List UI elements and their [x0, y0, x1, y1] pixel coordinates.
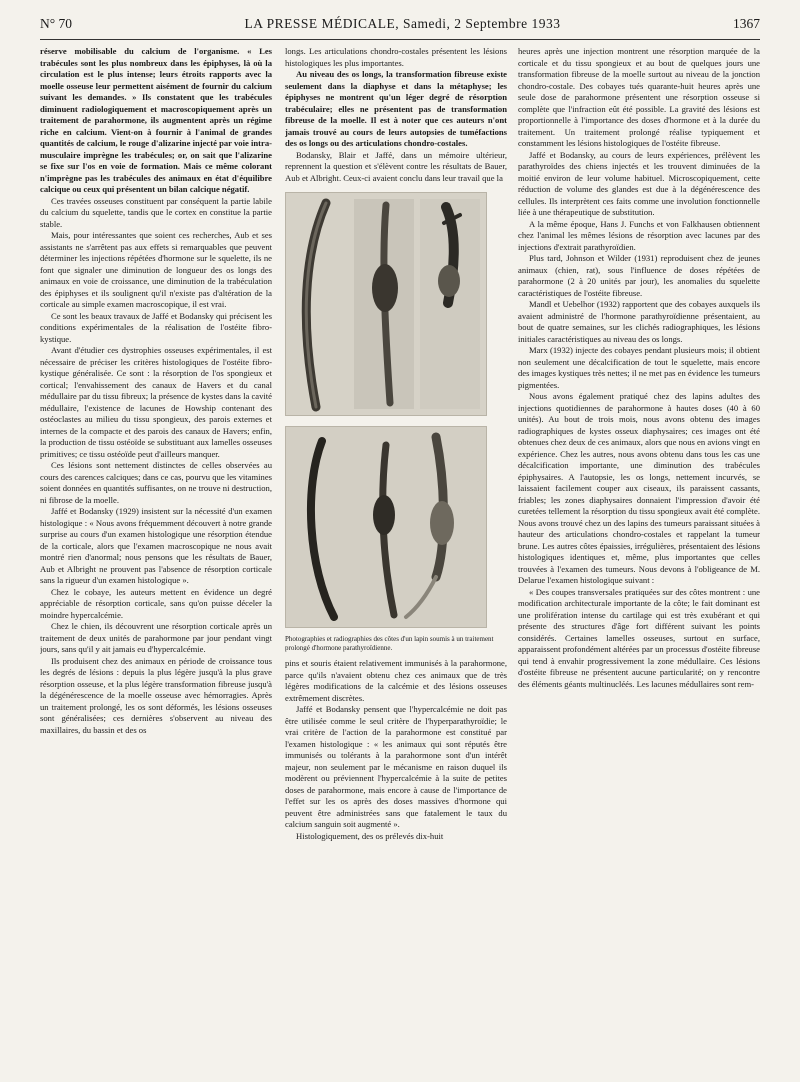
paragraph: pins et souris étaient relativement immunisés à la parahormone, parce qu'ils n'avaient obtenu chez ces animaux que de très légères modifications de la calcémie et des lésions osseuses extrêmement discrètes. — [285, 658, 507, 703]
column-left — [40, 46, 272, 1076]
paragraph: Chez le cobaye, les auteurs mettent en évidence un degré appréciable de résorption corticale, sans qu'on puisse déceler la moindre hypercalcémie. — [40, 586, 272, 620]
page-number: 1367 — [733, 16, 760, 31]
issue-number: N° 70 — [40, 16, 73, 31]
paragraph: Mandl et Uebelhor (1932) rapportent que des cobayes auxquels ils avaient administré de l'hormone parathyroïdienne présentaient, au bout de quatre semaines, sur les clichés radiographiques, les lésions initiales caractéristiques au niveau des os longs. — [518, 299, 760, 344]
paragraph: Avant d'étudier ces dystrophies osseuses expérimentales, il est nécessaire de préciser les critères histologiques de l'ostéite fibro-kystique généralisée. Ce sont : la résorption de l'os spongieux et cortical; l'envahissement des canaux de Havers et du canal médullaire par du tissu fibreux; la présence de kystes dans la cavité médullaire, l'existence de lacunes de Howship contenant des ostéoclastes au milieu du tissu spongieux, des parois externes et internes de la compacte et des parois des canaux de Havers; enfin, la production de tissu ostéoïde se substituant aux lamelles osseuses primitives; ce tissu ostéoïde peut d'ailleurs manquer. — [40, 345, 272, 459]
paragraph: Nous avons également pratiqué chez des lapins adultes des injections quotidiennes de parahormone à hautes doses (40 à 60 unités). Au bout de trois mois, nous avons obtenu des images radiographiques de kystes osseux diaphysaires; ces images ont été obtenues chez deux de ces animaux, alors que nous en avions vingt en expérience. Chez les autres, nous avons obtenu dans tous les cas une décalcification importante, une diminution des trabécules épiphysaires. A l'autopsie, les os longs, nettement incurvés, se laissaient facilement couper aux ciseaux, ils paraissent cassants, friables; les zones diaphysaires donnaient l'impression d'avoir été curetées tellement la résorption du tissu spongieux avait été complète. Nous avons trouvé chez un des lapins des tumeurs paraissant situées à hauteur des articulations chondro-costales et rappelant la tumeur brune. Les autres côtes épaissies, irrégulières, présentaient des lésions histologiques identiques et, même, plus importantes que celles trouvées à l'examen des tumeurs. Nous devons à l'obligeance de M. Delarue l'examen histologique suivant : — [518, 391, 760, 585]
paragraph: réserve mobilisable du calcium de l'organisme. « Les trabécules sont les plus nombreux dans les épiphyses, là où la circulation est le plus intense; leurs étroits rapports avec la moelle osseuse leur permettent aisément de fournir du calcium suivant les demandes. » Ils constatent que les trabécules diminuent radiologiquement et macroscopiquement après un traitement de parahormone, ils augmentent après un régime riche en calcium. Vient-on à fournir à l'animal de grandes quantités de calcium, le rouge d'alizarine injecté par voie intra-musculaire imprègne les trabécules; or, on sait que l'alizarine se fixe sur l'os en voie de formation. Mais ce même colorant n'imprègne pas les trabécules des animaux en état d'équilibre calcique ou ceux qui présentent un bilan calcique négatif. — [40, 46, 272, 194]
paragraph: Plus tard, Johnson et Wilder (1931) reproduisent chez de jeunes animaux (chien, rat), sous l'influence de doses répétées de parahormone (2 à 20 unités par jour), les anomalies du squelette caractéristiques de l'ostéite fibreuse. — [518, 253, 760, 298]
paragraph: Jaffé et Bodansky, au cours de leurs expériences, prélèvent les parathyroïdes des chiens injectés et les trouvent diminuées de la moitié environ de leur volume habituel. Microscopiquement, cette réduction de volume des glandes est due à la dégénérescence des cellules. Ils interprètent ces faits comme une involution fonctionnelle liée à une thérapeutique de substitution. — [518, 149, 760, 217]
paragraph: A la même époque, Hans J. Funchs et von Falkhausen obtiennent chez l'animal les mêmes lésions de résorption avec lacunes par des injections d'extrait parathyroïdien. — [518, 218, 760, 252]
paragraph: Au niveau des os longs, la transformation fibreuse existe seulement dans la diaphyse et dans la métaphyse; les épiphyses ne montrent qu'un léger degré de résorption trabéculaire; elles ne présentent pas de transformation fibreuse de la moelle. Il est à noter que ces auteurs n'ont jamais trouvé au cours de leurs autopsies de tuméfactions des os longs ou des articulations chondro-costales. — [285, 69, 507, 148]
paragraph: Jaffé et Bodansky pensent que l'hypercalcémie ne doit pas être utilisée comme le seul critère de l'hyperparathyroïdie; le vrai critère de l'action de la parahormone est constitué par l'examen histologique : « les animaux qui sont réputés être immunisés ou tolérants à la parahormone sont d'un intérêt majeur, non seulement par le mécanisme en raison duquel ils modèrent ou préviennent l'hypercalcémie à la suite de petites doses de parahormone, mais encore à cause de l'importance de l'effet sur les os après des doses massives d'hormone qui peuvent être administrées sans que fatalement le taux du calcium sanguin soit augmenté ». — [285, 704, 507, 830]
photo-plate-bottom — [285, 426, 487, 628]
paragraph: longs. Les articulations chondro-costales présentent les lésions histologiques les plus importantes. — [285, 46, 507, 68]
header-rule — [40, 39, 760, 40]
paragraph: Ces travées osseuses constituent par conséquent la partie labile du calcium du squelette, tandis que le cortex en constitue la partie stable. — [40, 195, 272, 229]
running-header — [40, 16, 760, 38]
column-right — [518, 46, 760, 1076]
figure — [285, 192, 507, 652]
paragraph: Bodansky, Blair et Jaffé, dans un mémoire ultérieur, reprennent la question et s'élèvent contre les résultats de Bauer, Aub et Albright. Ceux-ci avaient conclu dans leur travail que la — [285, 149, 507, 183]
paragraph: Jaffé et Bodansky (1929) insistent sur la nécessité d'un examen histologique : « Nous avons fréquemment découvert à notre grande surprise au cours d'un examen histologique une résorption étendue de la corticale, alors que l'examen macroscopique ne nous avait montré rien d'anormal; nous pensons que les résultats de Bauer, Aub et Albright ne prouvent pas l'absence de résorption corticale sans la rigueur d'un examen histologique ». — [40, 506, 272, 585]
paragraph: Ils produisent chez des animaux en période de croissance tous les degrés de lésions : depuis la plus légère jusqu'à la plus grave résorption osseuse, et la plus légère transformation fibreuse jusqu'à la dégénérescence de la moelle osseuse avec hémorragies. Après un traitement prolongé, les os sont déformés, les lésions osseuses sont généralisées; ces dernières s'observent au niveau des maxillaires, du bassin et des os — [40, 655, 272, 735]
paragraph: Marx (1932) injecte des cobayes pendant plusieurs mois; il obtient non seulement une décalcification de tout le squelette, mais encore des images kystiques très nettes; il ne met pas en évidence les tumeurs pigmentées. — [518, 345, 760, 390]
figure-caption: Photographies et radiographies des côtes d'un lapin soumis à un traitement prolongé d'hormone parathyroïdienne. — [285, 635, 494, 652]
paragraph: Mais, pour intéressantes que soient ces recherches, Aub et ses assistants ne s'arrêtent pas aux effets si remarquables que peuvent déterminer les injections répétées d'hormone sur le squelette, ils ne font que signaler une diminution de longueur des os longs des animaux en voie de croissance, une diminution de la trabéculation des épiphyses et ils soulignent qu'il n'existe pas d'altération de la corticale au simple examen macroscopique, il est vrai. — [40, 230, 272, 309]
paragraph: Histologiquement, des os prélevés dix-huit — [296, 830, 444, 841]
paragraph: heures après une injection montrent une résorption marquée de la corticale et du tissu spongieux et au bout de quelques jours une transformation fibreuse de la moelle surtout au niveau de la jonction chondro-costale. Des cobayes tués quarante-huit heures après une seule dose de parahormone présentent une résorption osseuse si complète que l'infraction eût été possible. La gravité des lésions est proportionnelle à l'importance des doses d'hormone et à la durée du traitement. Un traitement prolongé réalise typiquement et constamment les lésions histologiques de l'ostéite fibreuse. — [518, 46, 760, 148]
photo-plate-top — [285, 192, 487, 416]
paragraph: « Des coupes transversales pratiquées sur des côtes montrent : une modification architecturale importante de la côte; le fait dominant est une prolifération intense du cartilage qui est très exubérant et qui présente des structures d'âge fort différent suivant les points considérés. Certaines lamelles osseuses, surtout en surface, apparaissent profondément altérées par un processus d'ostéite fibreuse qui tend à envahir progressivement la zone médullaire. Ces lésions d'ostéite fibreuse ne présentent aucune particularité; on y rencontre des éléments géants multinucléés. Les lacunes médullaires sont rem- — [518, 586, 760, 689]
paragraph: Ce sont les beaux travaux de Jaffé et Bodansky qui précisent les conditions expérimentales de la réalisation de l'ostéite fibro-kystique. — [40, 310, 272, 344]
paragraph: Chez le chien, ils découvrent une résorption corticale après un traitement de deux unités de parahormone par jour pendant vingt jours, sans qu'il y ait jamais eu d'hypercalcémie. — [40, 621, 272, 654]
paragraph: Ces lésions sont nettement distinctes de celles observées au cours des carences calciques; dans ce cas, pourvu que les vitamines soient données en quantités suffisantes, on ne trouve ni destruction, ni fibrose de la moelle. — [40, 460, 272, 505]
column-middle — [285, 46, 507, 1076]
journal-title: LA PRESSE MÉDICALE, Samedi, 2 Septembre 1933 — [244, 16, 561, 31]
